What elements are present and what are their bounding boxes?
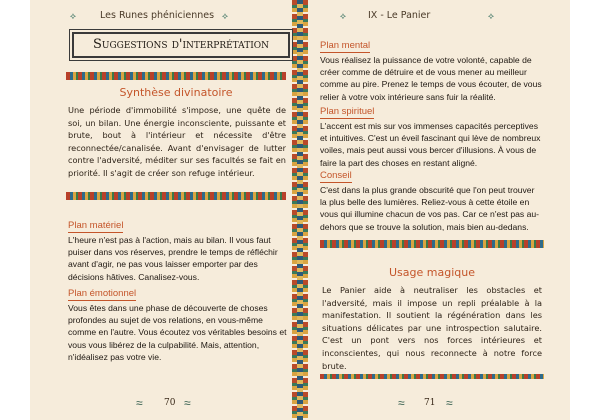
plan-spirituel-label — [320, 106, 374, 119]
plan-mental-text: Vous réalisez la puissance de votre volonté, capable de créer comme de détruire et de vous mener au meilleur comme au pire. Prenez le temps de vous écouter, de vous relier à votre voix intérieure sans fuir la réalité. — [320, 55, 542, 102]
usage-magique-title: Usage magique — [389, 266, 475, 279]
right-running-head: IX - Le Panier — [368, 10, 431, 21]
plan-materiel-label — [68, 220, 123, 233]
left-page-number: 70 — [164, 398, 176, 408]
plan-emotionnel-text: Vous êtes dans une phase de découverte de choses profondes au sujet de vos relations, en vous-même comme en l'autre. Vous écoutez vos véritables besoins et vous vous libérez de la culpabilité. Mais, attention, n'idéalisez pas votre vie. — [68, 303, 287, 362]
label-underline — [320, 182, 352, 183]
decorative-frieze — [66, 192, 286, 200]
label-underline — [68, 300, 136, 301]
conseil-text: C'est dans la plus grande obscurité que l'on peut trouver la plus belle des lumières. Reliez-vous à cette étoile en vous qui illumine chacun de vos pas. Car ce n'est pas au-dehors que se trouve la solution, mais bien au-dedans. — [320, 185, 539, 232]
conseil-label — [320, 170, 352, 183]
decorative-frieze — [320, 374, 544, 379]
synthese-title: Synthèse divinatoire — [119, 86, 233, 99]
bird-ornament-icon: ⟡ — [340, 11, 346, 21]
plan-emotionnel-label-text: Plan émotionnel — [68, 288, 137, 299]
plan-materiel-label-text: Plan matériel — [68, 220, 124, 231]
gutter-ornament-inner — [297, 0, 303, 420]
bird-ornament-icon: ⟡ — [70, 11, 76, 21]
bird-ornament-icon: ⟡ — [488, 11, 494, 21]
decorative-frieze — [320, 240, 544, 248]
plan-mental-label — [320, 40, 370, 53]
footer-ornament-icon: ≈ — [184, 396, 191, 410]
plan-spirituel-label-text: Plan spirituel — [320, 106, 375, 117]
label-underline — [320, 118, 374, 119]
plan-spirituel-text: L'accent est mis sur vos immenses capacités perceptives et intuitives. C'est un éveil fascinant qui lève de nombreux voiles, mais peut aussi vous bercer d'illusions. À vous de faire la part des choses en restant aligné. — [320, 121, 541, 168]
label-underline — [68, 232, 123, 233]
footer-ornament-icon: ≈ — [136, 396, 143, 410]
footer-ornament-icon: ≈ — [446, 396, 453, 410]
plan-mental-label-text: Plan mental — [320, 40, 371, 51]
section-box-title: Suggestions d'interprétation — [72, 32, 290, 58]
right-page-number: 71 — [424, 398, 436, 408]
plan-materiel-text: L'heure n'est pas à l'action, mais au bilan. Il vous faut puiser dans vos réserves, prendre le temps de réfléchir avant d'agir, ne pas vous laisser emporter par des décisions hâtives. Canalisez-vous. — [68, 235, 278, 282]
decorative-frieze — [66, 72, 286, 80]
synthese-text: Une période d'immobilité s'impose, une quête de soi, un bilan. Une énergie inconsciente, puissante et brute, bout à l'intérieur et nécessite d'être reconnectée/canalisée. Avant d'envisager de lutter contre l'adversité, méditer sur ses facultés se fait en priorité. Il s'agit de créer son refuge intérieur. — [68, 105, 286, 178]
conseil-label-text: Conseil — [320, 170, 352, 181]
label-underline — [320, 52, 370, 53]
usage-magique-text: Le Panier aide à neutraliser les obstacles et l'adversité, mais il impose un repli préalable à la manifestation. Il soutient la régénération dans les situations délicates par une introspection salutaire. C'est un pont vers nos forces intérieures et inconscientes, qui nous reconnecte à notre force brute. — [322, 285, 542, 371]
bird-ornament-icon: ⟡ — [222, 11, 228, 21]
footer-ornament-icon: ≈ — [398, 396, 405, 410]
left-running-head: Les Runes phéniciennes — [100, 10, 215, 21]
plan-emotionnel-label — [68, 288, 136, 301]
